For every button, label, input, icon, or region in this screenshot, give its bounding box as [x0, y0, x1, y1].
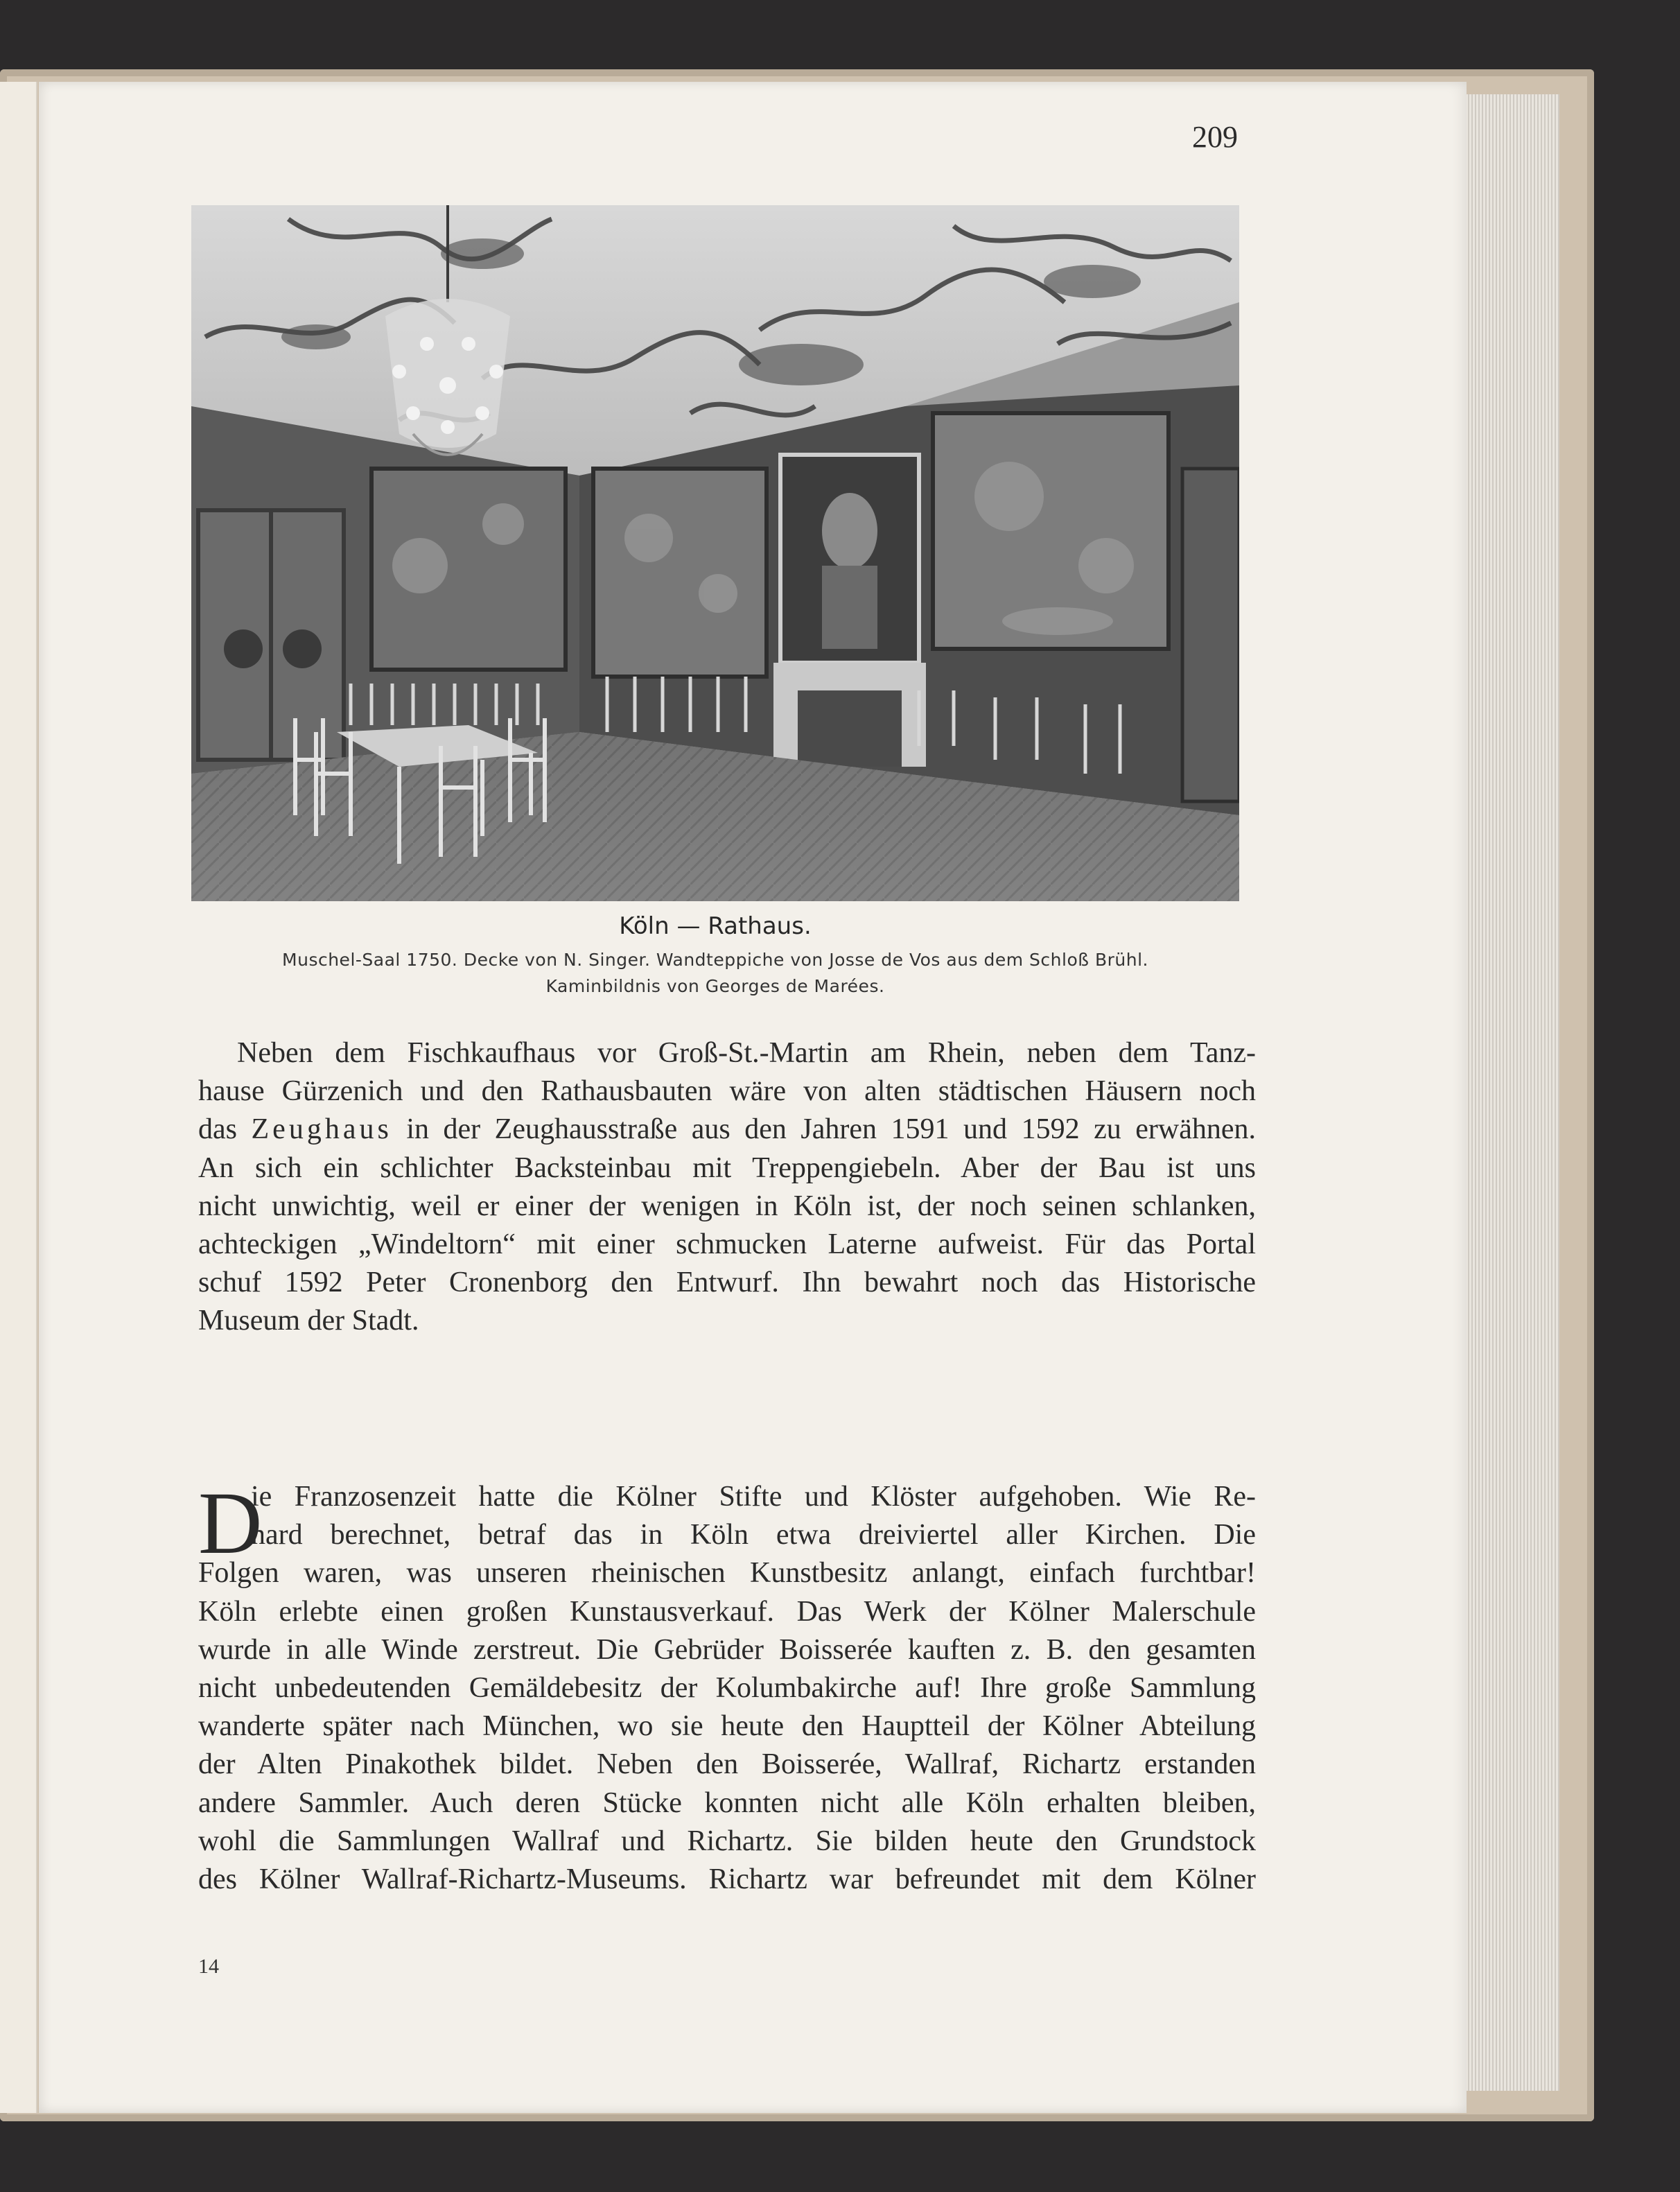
- paragraph-zeughaus: [198, 1034, 1256, 1341]
- left-page-edge: [0, 82, 37, 2113]
- text-line: nicht unbedeutenden Gemäldebesitz der Kolumbakirche auf! Ihre große Sammlung: [198, 1671, 1256, 1704]
- drop-cap: D: [198, 1474, 263, 1572]
- text-line: nard berechnet, betraf das in Köln etwa dreiviertel aller Kirchen. Die: [251, 1519, 1256, 1551]
- text-segment: in der Zeughausstraße aus den Jahren 1591 und 1592 zu erwähnen.: [392, 1113, 1256, 1146]
- text-line: Museum der Stadt.: [198, 1305, 419, 1337]
- page-edges: [1455, 94, 1559, 2091]
- signature-mark: 14: [198, 1955, 219, 1978]
- text-line: andere Sammler. Auch deren Stücke konnten nicht alle Köln erhalten bleiben,: [198, 1786, 1256, 1819]
- text-line: wohl die Sammlungen Wallraf und Richartz. Sie bilden heute den Grundstock: [198, 1825, 1256, 1857]
- text-line: nicht unwichtig, weil er einer der wenigen in Köln ist, der noch seinen schlanken,: [198, 1190, 1256, 1222]
- text-line: hause Gürzenich und den Rathausbauten wäre von alten städtischen Häusern noch: [198, 1075, 1256, 1108]
- photo-muschel-saal: [191, 205, 1239, 901]
- text-line: schuf 1592 Peter Cronenborg den Entwurf. Ihn bewahrt noch das Historische: [198, 1267, 1256, 1299]
- figure-title: Köln — Rathaus.: [619, 912, 812, 940]
- text-line: An sich ein schlichter Backsteinbau mit Treppengiebeln. Aber der Bau ist uns: [198, 1151, 1256, 1184]
- text-line: der Alten Pinakothek bildet. Neben den Boisserée, Wallraf, Richartz erstanden: [198, 1748, 1256, 1781]
- text-line: Folgen waren, was unseren rheinischen Kunstbesitz anlangt, einfach furchtbar!: [198, 1557, 1256, 1590]
- paragraph-franzosenzeit: [198, 1474, 1256, 1899]
- hall-photograph: [191, 205, 1239, 901]
- figure-caption-line: Muschel-Saal 1750. Decke von N. Singer. Wandteppiche von Josse de Vos aus dem Schloß Brühl.: [282, 950, 1148, 970]
- text-line: wanderte später nach München, wo sie heute den Hauptteil der Kölner Abteilung: [198, 1710, 1256, 1743]
- emphasized-word: Zeughaus: [251, 1113, 392, 1146]
- page-number: 209: [1192, 120, 1238, 154]
- text-line: ie Franzosenzeit hatte die Kölner Stifte und Klöster aufgehoben. Wie Re-: [251, 1481, 1256, 1513]
- text-line: achteckigen „Windeltorn“ mit einer schmucken Laterne aufweist. Für das Portal: [198, 1228, 1256, 1260]
- text-line: [198, 1111, 1256, 1149]
- text-line: Köln erlebte einen großen Kunstausverkauf. Das Werk der Kölner Malerschule: [198, 1595, 1256, 1628]
- text-line: des Kölner Wallraf-Richartz-Museums. Richartz war befreundet mit dem Kölner: [198, 1863, 1256, 1895]
- text-line: Neben dem Fischkaufhaus vor Groß-St.-Martin am Rhein, neben dem Tanz-: [237, 1037, 1256, 1069]
- figure-caption-line: Kaminbildnis von Georges de Marées.: [545, 976, 885, 996]
- text-segment: das: [198, 1113, 252, 1146]
- text-line: wurde in alle Winde zerstreut. Die Gebrüder Boisserée kauften z. B. den gesamten: [198, 1633, 1256, 1666]
